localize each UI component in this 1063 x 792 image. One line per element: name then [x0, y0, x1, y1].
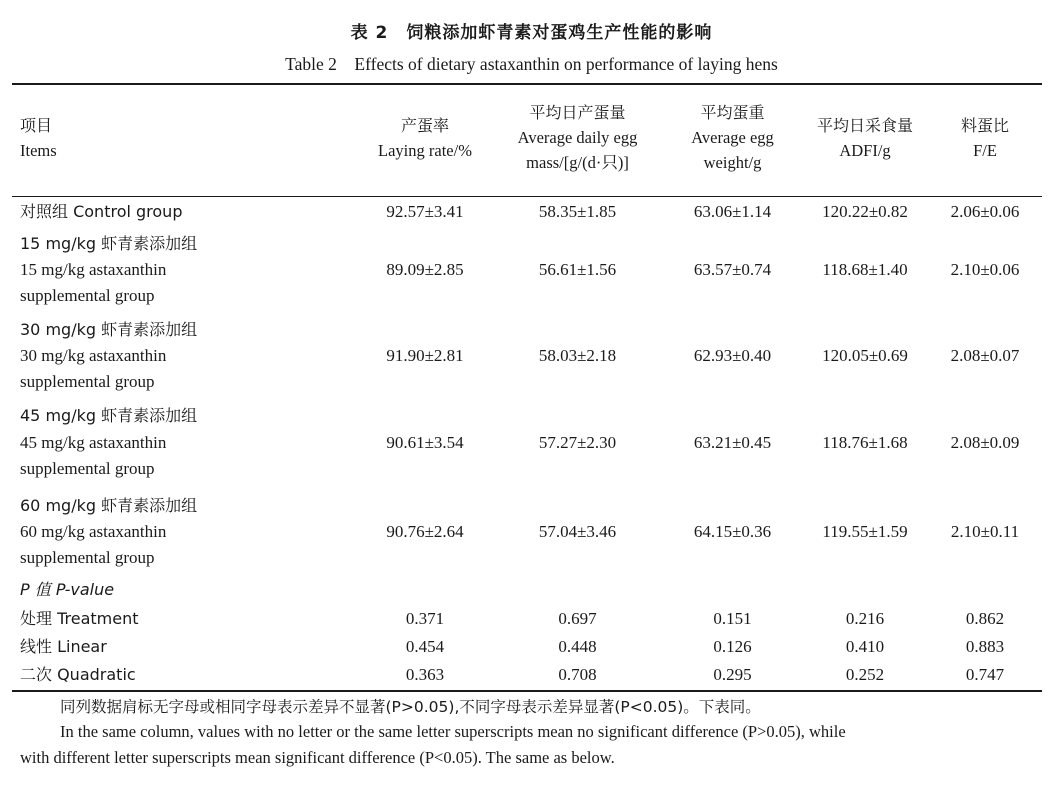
cell-laying-rate: 89.09±2.85 [386, 260, 464, 279]
cell-daily-egg-mass: 58.03±2.18 [538, 346, 617, 365]
cell-fe: 2.10±0.11 [950, 522, 1020, 541]
header-rule [12, 196, 1042, 197]
pvalue-cell: 0.216 [845, 609, 885, 628]
footnote-en-line2: with different letter superscripts mean significant difference (P<0.05). The same as below. [20, 748, 615, 767]
row-label: 45 mg/kg 虾青素添加组 [20, 406, 198, 425]
pvalue-cell: 0.697 [558, 609, 597, 628]
pvalue-cell: 0.252 [845, 665, 885, 684]
header-daily-egg-mass: 平均日产蛋量 Average daily egg mass/[g/(d·只)] [517, 103, 638, 172]
cell-daily-egg-mass: 57.27±2.30 [538, 433, 617, 452]
top-rule [12, 83, 1042, 85]
row-label: 30 mg/kg 虾青素添加组 [20, 320, 198, 339]
pvalue-header: P 值 P-value [20, 580, 115, 599]
pvalue-cell: 0.708 [558, 665, 597, 684]
pvalue-row-label: 线性 Linear [20, 637, 107, 656]
pvalue-cell: 0.151 [713, 609, 752, 628]
row-label: 30 mg/kg astaxanthin [20, 346, 167, 365]
cell-adfi: 118.68±1.40 [822, 260, 908, 279]
cell-fe: 2.10±0.06 [950, 260, 1020, 279]
pvalue-cell: 0.448 [558, 637, 597, 656]
row-label: 45 mg/kg astaxanthin [20, 433, 167, 452]
row-label: supplemental group [20, 548, 155, 567]
cell-daily-egg-mass: 57.04±3.46 [538, 522, 617, 541]
cell-egg-weight: 63.21±0.45 [693, 433, 772, 452]
cell-adfi: 120.05±0.69 [822, 346, 908, 365]
pvalue-cell: 0.747 [965, 665, 1005, 684]
cell-laying-rate: 91.90±2.81 [386, 346, 464, 365]
row-label: supplemental group [20, 459, 155, 478]
pvalue-cell: 0.454 [405, 637, 445, 656]
cell-egg-weight: 62.93±0.40 [693, 346, 772, 365]
pvalue-row-label: 二次 Quadratic [20, 665, 136, 684]
pvalue-cell: 0.862 [965, 609, 1005, 628]
pvalue-cell: 0.126 [713, 637, 752, 656]
cell-laying-rate: 92.57±3.41 [386, 202, 464, 221]
header-fe: 料蛋比 F/E [960, 116, 1009, 160]
cell-fe: 2.08±0.07 [950, 346, 1020, 365]
cell-fe: 2.06±0.06 [950, 202, 1020, 221]
row-label: 60 mg/kg astaxanthin [20, 522, 167, 541]
cell-daily-egg-mass: 56.61±1.56 [538, 260, 617, 279]
cell-laying-rate: 90.76±2.64 [386, 522, 464, 541]
cell-fe: 2.08±0.09 [950, 433, 1020, 452]
header-laying-rate: 产蛋率 Laying rate/% [378, 116, 472, 160]
row-label: supplemental group [20, 372, 155, 391]
cell-egg-weight: 63.06±1.14 [693, 202, 772, 221]
bottom-rule [12, 690, 1042, 692]
row-label: 15 mg/kg 虾青素添加组 [20, 234, 198, 253]
pvalue-row-label: 处理 Treatment [20, 609, 139, 628]
row-label: 15 mg/kg astaxanthin [20, 260, 167, 279]
header-egg-weight: 平均蛋重 Average egg weight/g [691, 103, 774, 172]
table-title-cn: 表 2 饲粮添加虾青素对蛋鸡生产性能的影响 [350, 23, 713, 43]
pvalue-cell: 0.363 [405, 665, 445, 684]
cell-adfi: 119.55±1.59 [822, 522, 908, 541]
cell-egg-weight: 63.57±0.74 [693, 260, 772, 279]
table-title-en: Table 2 Effects of dietary astaxanthin on performance of laying hens [285, 54, 778, 74]
row-label: supplemental group [20, 286, 155, 305]
cell-daily-egg-mass: 58.35±1.85 [538, 202, 617, 221]
header-adfi: 平均日采食量 ADFI/g [816, 116, 913, 160]
pvalue-cell: 0.883 [965, 637, 1005, 656]
pvalue-cell: 0.371 [405, 609, 445, 628]
row-label: 60 mg/kg 虾青素添加组 [20, 496, 198, 515]
cell-egg-weight: 64.15±0.36 [693, 522, 772, 541]
footnote-cn: 同列数据肩标无字母或相同字母表示差异不显著(P>0.05),不同字母表示差异显著(P<0.05)。下表同。 [60, 698, 761, 716]
footnote-en-line1: In the same column, values with no letter or the same letter superscripts mean no significant difference (P>0.05), while [60, 722, 846, 741]
cell-adfi: 118.76±1.68 [822, 433, 908, 452]
pvalue-cell: 0.295 [713, 665, 752, 684]
row-label: 对照组 Control group [20, 202, 183, 221]
cell-laying-rate: 90.61±3.54 [386, 433, 464, 452]
header-items: 项目 Items [20, 116, 57, 160]
pvalue-cell: 0.410 [845, 637, 885, 656]
cell-adfi: 120.22±0.82 [822, 202, 908, 221]
